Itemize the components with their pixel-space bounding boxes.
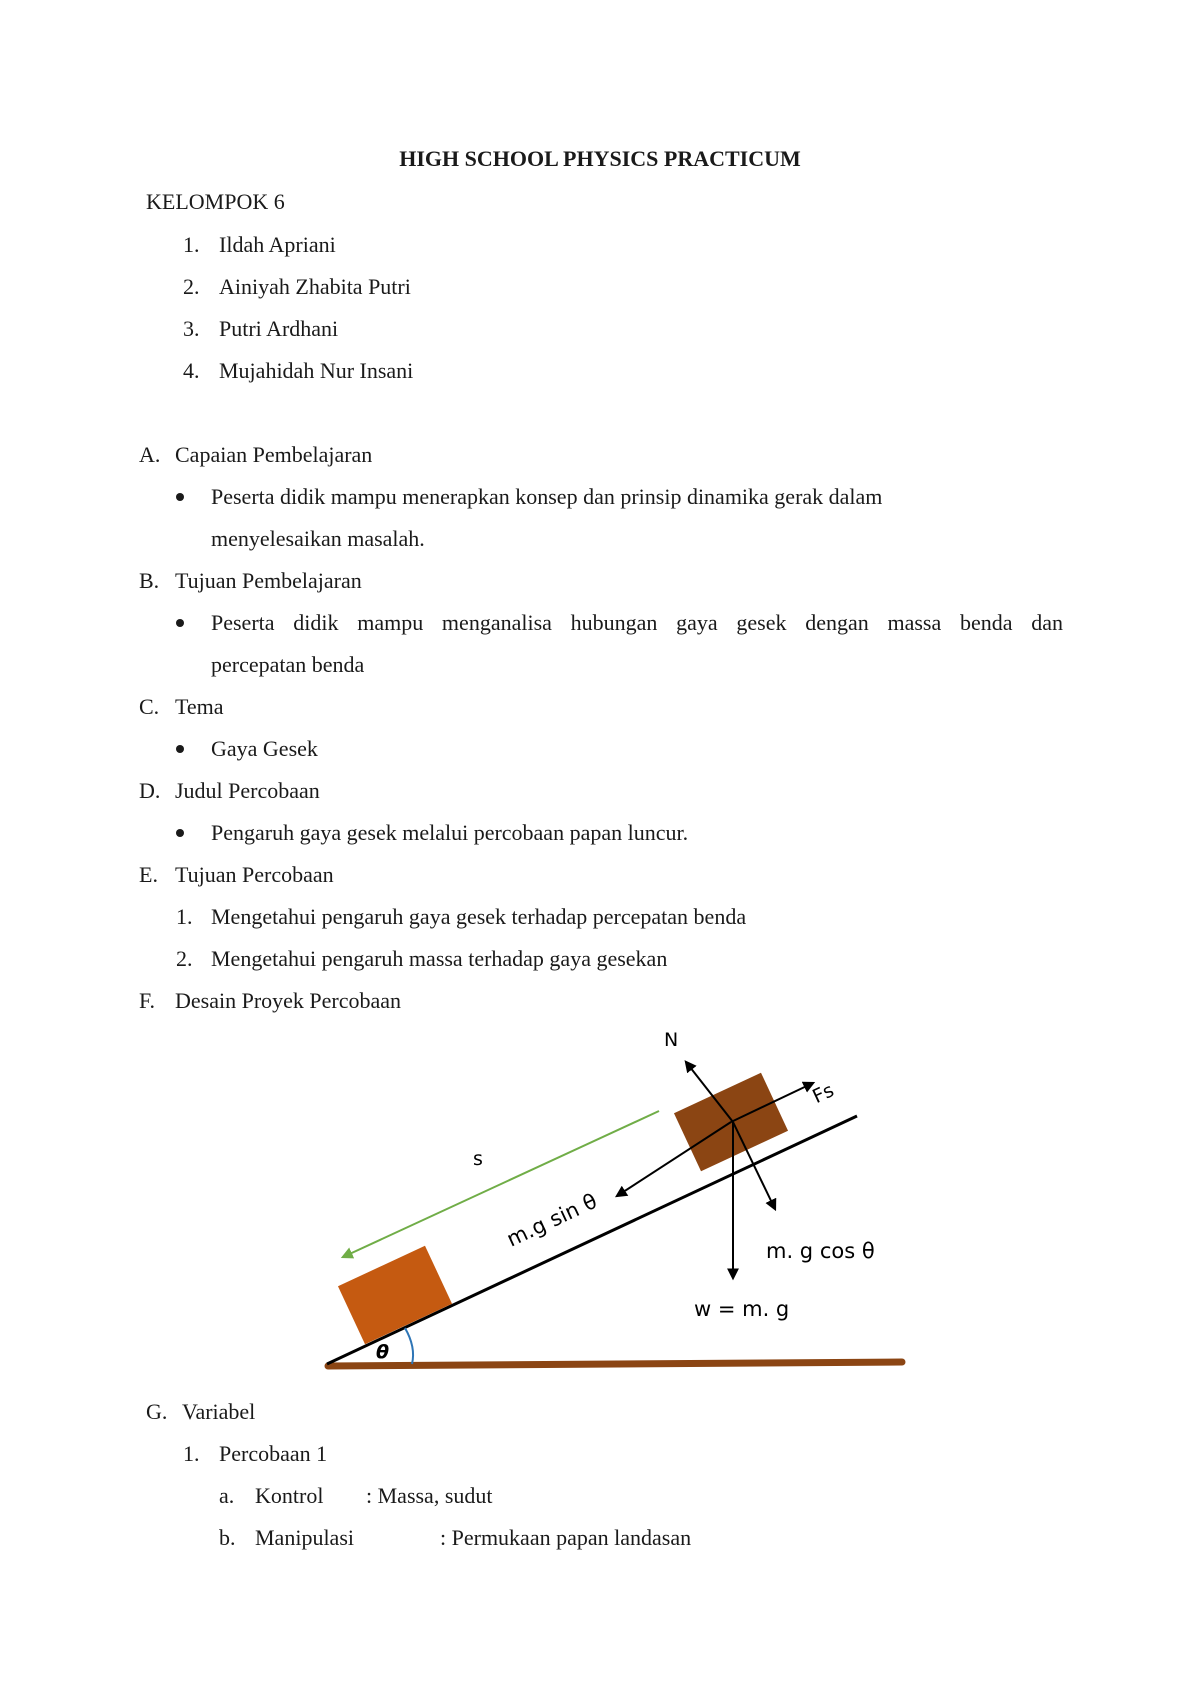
theta-label: θ <box>376 1341 390 1363</box>
fs-label: Fs <box>809 1079 838 1109</box>
section-heading: Desain Proyek Percobaan <box>175 988 402 1013</box>
bullet-text-continued: menyelesaikan masalah. <box>211 526 425 551</box>
variable-label: Manipulasi <box>255 1525 354 1550</box>
section-heading: Tujuan Percobaan <box>175 862 334 887</box>
section-heading: Tema <box>175 694 224 719</box>
member-name: Putri Ardhani <box>219 316 339 341</box>
section-heading: Judul Percobaan <box>175 778 320 803</box>
list-item: Mengetahui pengaruh gaya gesek terhadap percepatan benda <box>211 904 747 929</box>
group-label: KELOMPOK 6 <box>146 189 285 214</box>
member-number: 4. <box>183 358 200 383</box>
member-number: 2. <box>183 274 200 299</box>
variable-letter: a. <box>219 1483 235 1508</box>
section-heading: Tujuan Pembelajaran <box>175 568 362 593</box>
variable-label: Kontrol <box>255 1483 324 1508</box>
bullet-text-continued: percepatan benda <box>211 652 365 677</box>
ground-line <box>328 1362 902 1366</box>
weight-label: w = m. g <box>694 1297 790 1321</box>
bullet-text: Peserta didik mampu menerapkan konsep dan prinsip dinamika gerak dalam <box>211 484 883 509</box>
bullet-text: Pengaruh gaya gesek melalui percobaan papan luncur. <box>211 820 689 845</box>
section-letter: G. <box>146 1399 168 1424</box>
bullet-text: Gaya Gesek <box>211 736 318 761</box>
n-label: N <box>664 1029 679 1051</box>
sub-number: 1. <box>183 1441 200 1466</box>
angle-arc <box>405 1328 413 1364</box>
section-letter: B. <box>139 568 160 593</box>
section-heading: Variabel <box>182 1399 256 1424</box>
member-name: Mujahidah Nur Insani <box>219 358 414 383</box>
member-name: Ainiyah Zhabita Putri <box>219 274 411 299</box>
section-letter: C. <box>139 694 160 719</box>
list-item: Mengetahui pengaruh massa terhadap gaya gesekan <box>211 946 668 971</box>
lower-block <box>338 1246 452 1345</box>
variable-value: : Permukaan papan landasan <box>440 1525 692 1550</box>
mgcos-label: m. g cos θ <box>766 1239 875 1263</box>
s-label: s <box>473 1148 483 1170</box>
member-name: Ildah Apriani <box>219 232 336 257</box>
bullet-text: Peserta didik mampu menganalisa hubungan gaya gesek dengan massa benda dan <box>211 610 1063 635</box>
member-number: 3. <box>183 316 200 341</box>
section-letter: A. <box>139 442 161 467</box>
s-arrow <box>343 1111 659 1257</box>
section-letter: F. <box>139 988 155 1013</box>
variable-letter: b. <box>219 1525 236 1550</box>
mgsin-label: m.g sin θ <box>502 1188 601 1252</box>
section-letter: D. <box>139 778 161 803</box>
section-letter: E. <box>139 862 158 887</box>
section-heading: Capaian Pembelajaran <box>175 442 373 467</box>
page-title: HIGH SCHOOL PHYSICS PRACTICUM <box>399 146 801 171</box>
list-number: 1. <box>176 904 193 929</box>
member-number: 1. <box>183 232 200 257</box>
sub-heading: Percobaan 1 <box>219 1441 328 1466</box>
variable-value: : Massa, sudut <box>366 1483 493 1508</box>
list-number: 2. <box>176 946 193 971</box>
